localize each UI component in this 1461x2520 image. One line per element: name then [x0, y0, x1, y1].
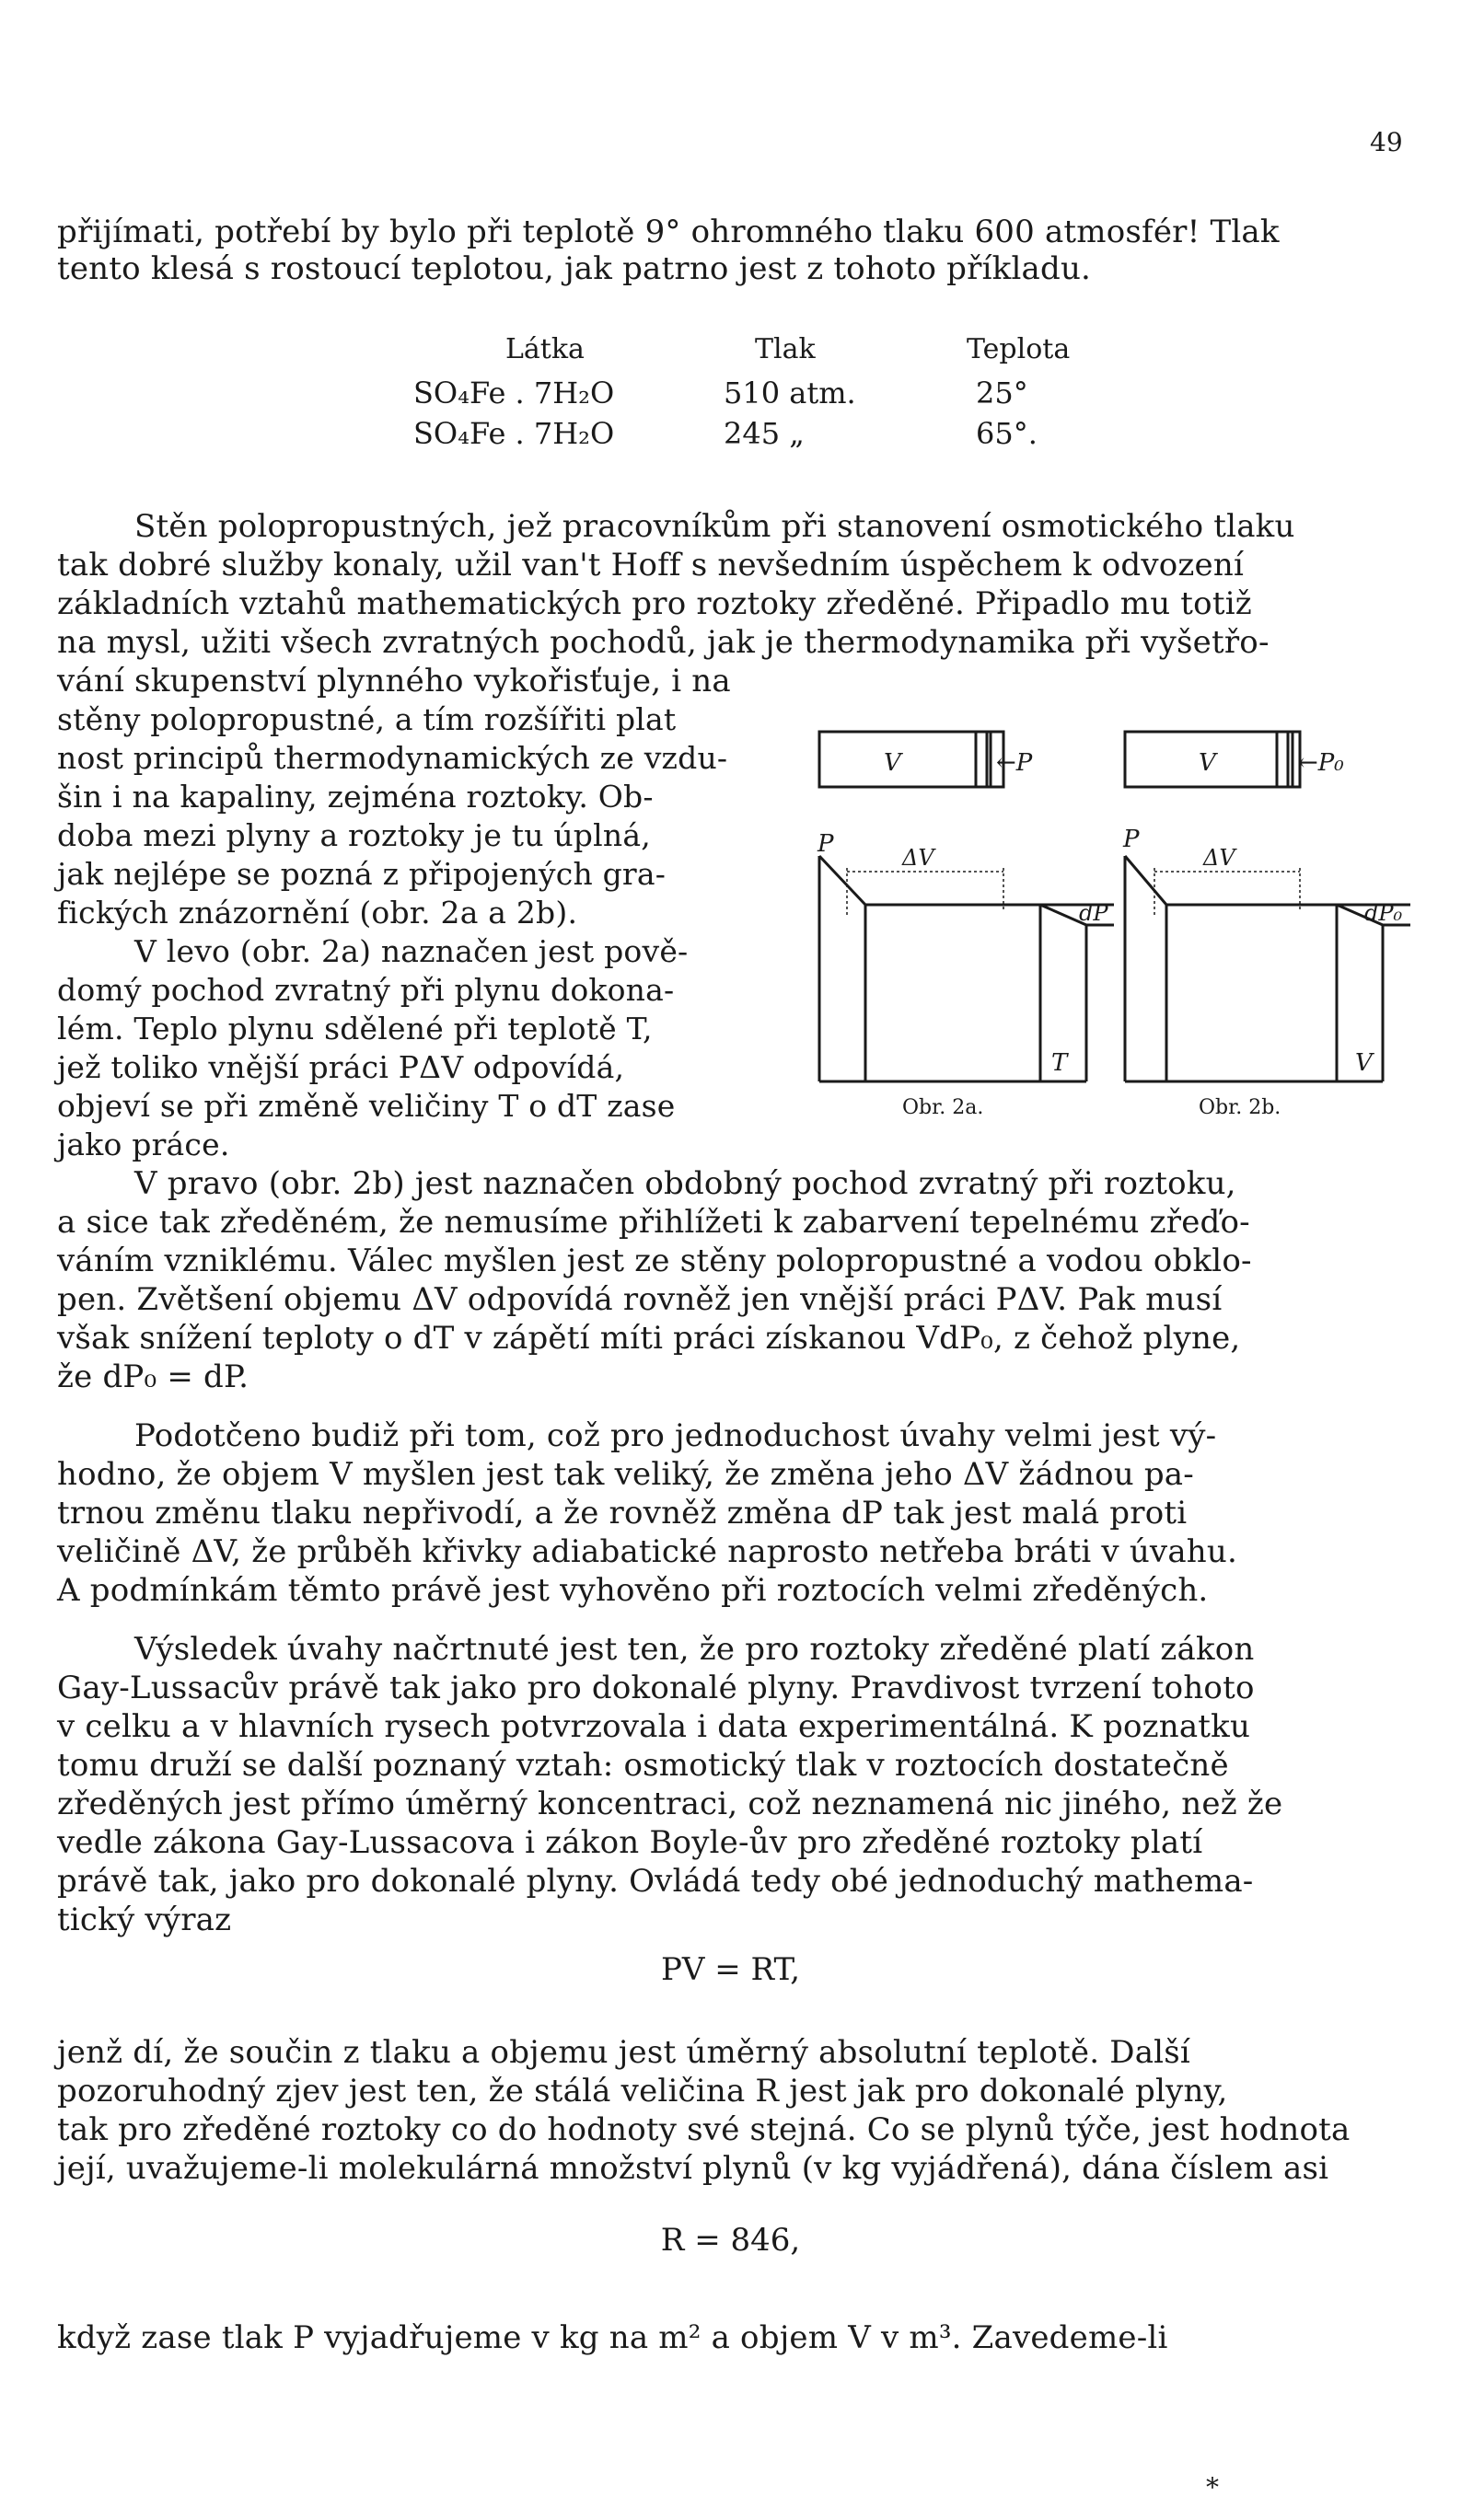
table-cell: 65°.	[976, 416, 1038, 451]
text-line: a sice tak zředěném, že nemusíme přihlížeti k zabarvení tepelnému zřeďo-	[57, 1204, 1250, 1241]
text-line: tento klesá s rostoucí teplotou, jak patrno jest z tohoto příkladu.	[57, 250, 1092, 287]
text-line: V pravo (obr. 2b) jest naznačen obdobný pochod zvratný při roztoku,	[134, 1165, 1236, 1202]
text-line: hodno, že objem V myšlen jest tak veliký, že změna jeho ΔV žádnou pa-	[57, 1456, 1194, 1493]
equation-r-value: R = 846,	[660, 2222, 801, 2259]
table-header: Teplota	[967, 333, 1071, 365]
fig-b-label-P: P	[1123, 826, 1140, 853]
table-cell: SO₄Fe . 7H₂O	[413, 376, 615, 410]
fig-a-label-P-arrow: ←P	[996, 749, 1033, 777]
text-line: stěny polopropustné, a tím rozšířiti plat	[57, 701, 677, 737]
text-line: jenž dí, že součin z tlaku a objemu jest úměrný absolutní teplotě. Další	[57, 2034, 1190, 2071]
fig-a-label-T: T	[1051, 1049, 1068, 1077]
text-line: tický výraz	[57, 1902, 232, 1938]
text-line: tak pro zředěné roztoky co do hodnoty své stejná. Co se plynů týče, jest hodnota	[57, 2111, 1351, 2148]
table-cell: 510 atm.	[724, 376, 856, 410]
text-line: váním vzniklému. Válec myšlen jest ze stěny polopropustné a vodou obklo-	[57, 1243, 1252, 1279]
text-line: doba mezi plyny a roztoky je tu úplná,	[57, 817, 651, 853]
text-line: domý pochod zvratný při plynu dokona-	[57, 972, 675, 1008]
figure-2b	[1116, 722, 1420, 1127]
page-number: 49	[1370, 127, 1403, 157]
text-line: v celku a v hlavních rysech potvrzovala i data experimentálná. K poznatku	[57, 1708, 1251, 1745]
text-line: tomu druží se další poznaný vztah: osmotický tlak v roztocích dostatečně	[57, 1747, 1229, 1784]
text-line: A podmínkám těmto právě jest vyhověno při roztocích velmi zředěných.	[57, 1572, 1209, 1609]
fig-a-label-dP: dP	[1079, 900, 1108, 926]
text-line: tak dobré služby konaly, užil van't Hoff s nevšedním úspěchem k odvození	[57, 547, 1245, 584]
fig-b-label-T: V	[1355, 1049, 1373, 1077]
table-cell: 245 „	[724, 416, 805, 451]
table-header: Látka	[505, 333, 585, 365]
text-line: Stěn polopropustných, jež pracovníkům při stanovení osmotického tlaku	[134, 508, 1295, 545]
text-line: přijímati, potřebí by bylo při teplotě 9° ohromného tlaku 600 atmosfér! Tlak	[57, 214, 1280, 250]
text-line: jako práce.	[57, 1127, 230, 1162]
text-line: vedle zákona Gay-Lussacova i zákon Boyle-ův pro zředěné roztoky platí	[57, 1824, 1203, 1861]
fig-b-label-dP: dP₀	[1364, 900, 1403, 926]
fig-a-label-P: P	[817, 830, 834, 858]
text-line: vání skupenství plynného vykořisťuje, i na	[57, 663, 731, 699]
text-line: objeví se při změně veličiny T o dT zase	[57, 1088, 676, 1124]
fig-a-label-V: V	[884, 749, 901, 777]
text-line: její, uvažujeme-li molekulárná množství plynů (v kg vyjádřená), dána číslem asi	[57, 2150, 1329, 2187]
fig-b-caption: Obr. 2b.	[1199, 1096, 1281, 1119]
text-line: Podotčeno budiž při tom, což pro jednoduchost úvahy velmi jest vý-	[134, 1417, 1217, 1454]
fig-a-label-dV: ΔV	[902, 845, 934, 871]
equation-pv-rt: PV = RT,	[660, 1951, 801, 1988]
text-line: trnou změnu tlaku nepřivodí, a že rovněž změna dP tak jest malá proti	[57, 1495, 1188, 1532]
text-line: když zase tlak P vyjadřujeme v kg na m² a objem V v m³. Zavedeme-li	[57, 2319, 1168, 2356]
text-line: pozoruhodný zjev jest ten, že stálá veličina R jest jak pro dokonalé plyny,	[57, 2073, 1228, 2110]
text-line: Výsledek úvahy načrtnuté jest ten, že pro roztoky zředěné platí zákon	[134, 1631, 1255, 1668]
text-line: na mysl, užiti všech zvratných pochodů, jak je thermodynamika při vyšetřo-	[57, 624, 1270, 661]
text-line: nost principů thermodynamických ze vzdu-	[57, 740, 728, 776]
text-line: však snížení teploty o dT v zápětí míti práci získanou VdP₀, z čehož plyne,	[57, 1320, 1241, 1357]
footer-mark: *	[1206, 2472, 1219, 2503]
table-header: Tlak	[755, 333, 816, 365]
text-line: že dP₀ = dP.	[57, 1358, 249, 1395]
text-line: šin i na kapaliny, zejména roztoky. Ob-	[57, 779, 654, 815]
table-cell: 25°	[976, 376, 1028, 410]
text-line: fických znázornění (obr. 2a a 2b).	[57, 895, 578, 931]
text-line: právě tak, jako pro dokonalé plyny. Ovládá tedy obé jednoduchý mathema-	[57, 1863, 1254, 1900]
text-line: zředěných jest přímo úměrný koncentraci, což neznamená nic jiného, než že	[57, 1786, 1283, 1822]
fig-b-label-P-arrow: ←P₀	[1298, 749, 1344, 777]
text-line: lém. Teplo plynu sdělené při teplotě T,	[57, 1011, 653, 1046]
fig-a-caption: Obr. 2a.	[902, 1096, 984, 1119]
text-line: jež toliko vnější práci PΔV odpovídá,	[57, 1049, 625, 1085]
text-line: veličině ΔV, že průběh křivky adiabatické naprosto netřeba bráti v úvahu.	[57, 1533, 1237, 1570]
table-cell: SO₄Fe . 7H₂O	[413, 416, 615, 451]
fig-b-label-V: V	[1199, 749, 1216, 777]
figure-2a	[810, 722, 1123, 1127]
text-line: Gay-Lussacův právě tak jako pro dokonalé plyny. Pravdivost tvrzení tohoto	[57, 1670, 1255, 1706]
text-line: V levo (obr. 2a) naznačen jest pově-	[134, 933, 689, 969]
fig-b-label-dV: ΔV	[1203, 845, 1235, 871]
text-line: pen. Zvětšení objemu ΔV odpovídá rovněž jen vnější práci PΔV. Pak musí	[57, 1281, 1223, 1318]
text-line: základních vztahů mathematických pro roztoky zředěné. Připadlo mu totiž	[57, 585, 1252, 622]
text-line: jak nejlépe se pozná z připojených gra-	[57, 856, 667, 892]
